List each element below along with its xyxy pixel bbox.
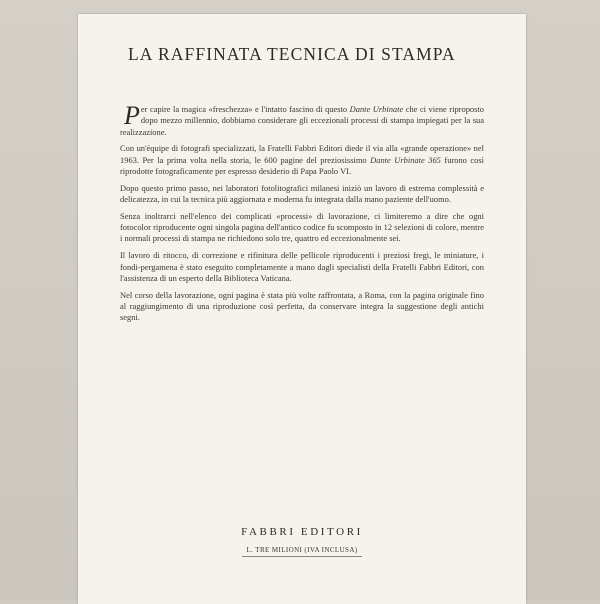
paragraph-3: Dopo questo primo passo, nei laboratori fotolitografici milanesi iniziò un lavoro di estrema complessità e delicatezza, in cui la tecnica più aggiornata e moderna fu integrata dalla mano paziente dell'uomo. bbox=[120, 182, 484, 205]
paragraph-5: Il lavoro di ritocco, di correzione e rifinitura delle pellicole riproducenti i preziosi fregi, le miniature, i fondi-pergamena è stato eseguito completamente a mano dagli specialisti della Fratelli Fabbri Editori, con l'assistenza di un esperto della Biblioteca Vaticana. bbox=[120, 250, 484, 283]
price-underline bbox=[242, 556, 362, 557]
paragraph-2 bbox=[120, 143, 484, 177]
price-line bbox=[78, 546, 526, 557]
paragraph-1-italic: Dante Urbinate bbox=[349, 104, 404, 114]
body-text bbox=[120, 101, 485, 329]
paragraph-2-text-a: Con un'équipe di fotografi specializzati, la Fratelli Fabbri Editori diede il via alla «grande operazione» nel 1963. Per la prima volta nella storia, le 600 pagine del preziosissimo bbox=[120, 143, 484, 165]
paragraph-2-italic: Dante Urbinate 365 bbox=[370, 154, 441, 165]
paragraph-1 bbox=[120, 101, 484, 138]
paragraph-1-text-b: che ci viene riproposto dopo mezzo millennio, dobbiamo considerare gli eccezionali processi di stampa impiegati per la sua realizzazione. bbox=[120, 104, 484, 137]
paragraph-1-text-a: er capire la magica «freschezza» e l'intatto fascino di questo bbox=[140, 104, 350, 114]
page-title: LA RAFFINATA TECNICA DI STAMPA bbox=[128, 44, 456, 64]
paragraph-6: Nel corso della lavorazione, ogni pagina è stata più volte raffrontata, a Roma, con la pagina originale fino al raggiungimento di una riproduzione così perfetta, da conservare integra la suggestione degli antichi segni. bbox=[120, 289, 484, 323]
drop-cap-letter: P bbox=[124, 101, 140, 130]
paragraph-2-text-b: furono così riprodotte fotograficamente per espresso desiderio di Papa Paolo VI. bbox=[120, 154, 485, 176]
publisher-name: FABBRI EDITORI bbox=[241, 526, 363, 538]
price-text: L. TRE MILIONI (IVA INCLUSA) bbox=[246, 546, 358, 554]
printed-page bbox=[78, 14, 526, 604]
paragraph-4: Senza inoltrarci nell'elenco dei complicati «processi» di lavorazione, ci limiteremo a dire che ogni fotocolor riproducente ogni singola pagina dell'antico codice fu scomposto in 12 selezioni di colore, mentre i normali processi di stampa ne richiedono solo tre, quattro ed eccezionalmente sei. bbox=[120, 210, 484, 244]
